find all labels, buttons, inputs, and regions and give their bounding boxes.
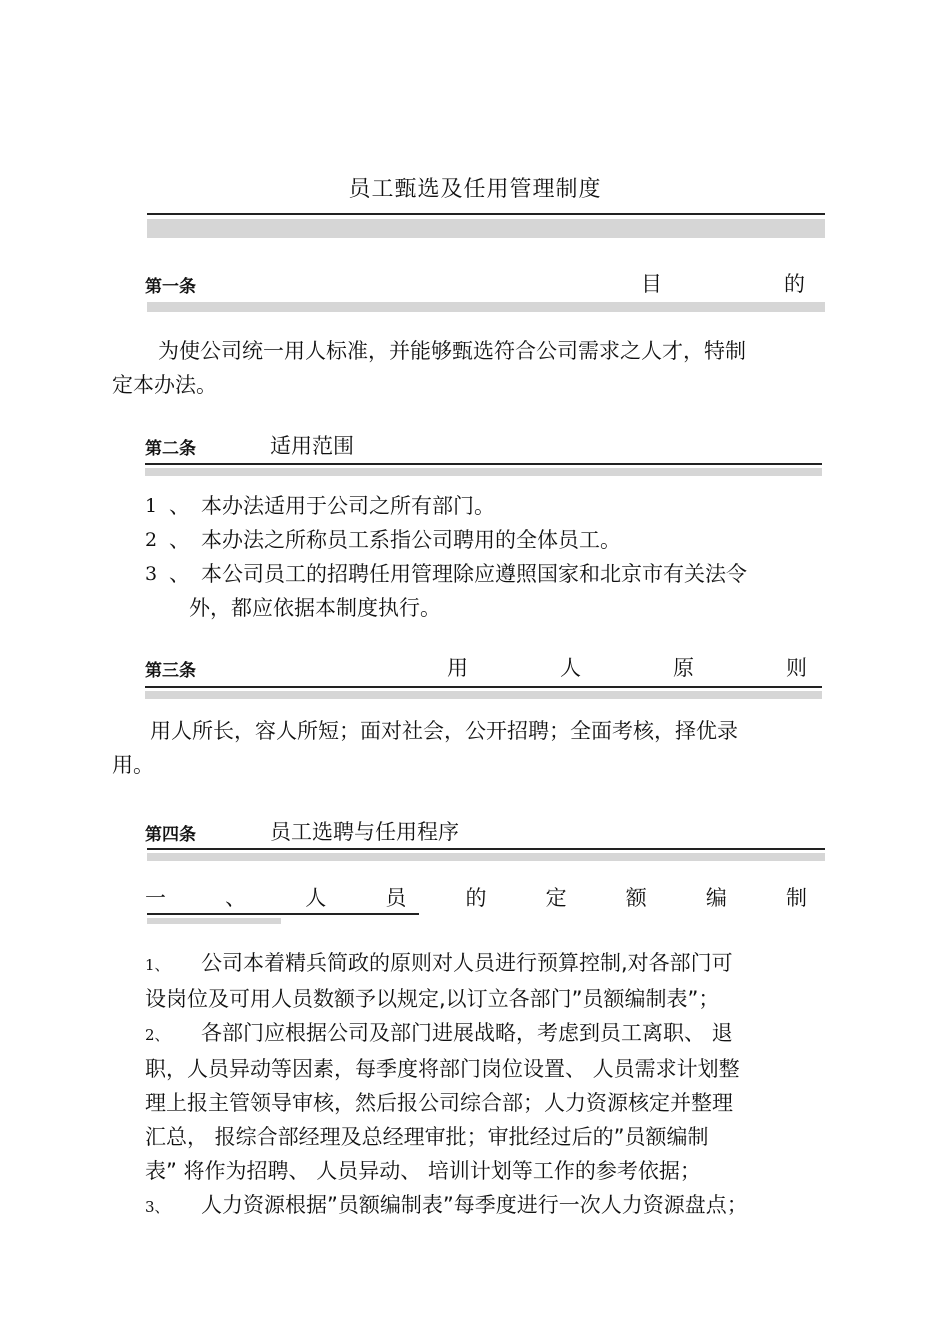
article-3-heading-char-3: 原 bbox=[673, 656, 694, 680]
document-title: 员工甄选及任用管理制度 bbox=[348, 177, 602, 202]
section-heading-char-2: 、 bbox=[225, 886, 247, 910]
article-2-band bbox=[145, 468, 822, 476]
article-4-heading: 员工选聘与任用程序 bbox=[270, 820, 459, 844]
list-item bbox=[145, 946, 825, 982]
item-text: 公司本着精兵简政的原则对人员进行预算控制,对各部门可 bbox=[201, 951, 733, 975]
article-2-list bbox=[145, 489, 825, 625]
item-number: 3、 bbox=[145, 1198, 170, 1216]
section-heading-char-5: 的 bbox=[465, 886, 487, 910]
item-text: 本办法适用于公司之所有部门。 bbox=[201, 494, 495, 518]
item-continuation: 外，都应依据本制度执行。 bbox=[189, 596, 441, 620]
item-continuation: 设岗位及可用人员数额予以规定,以订立各部门”员额编制表”； bbox=[145, 987, 720, 1011]
item-continuation: 汇总， 报综合部经理及总经理审批；审批经过后的”员额编制 bbox=[145, 1125, 709, 1149]
list-item bbox=[145, 1016, 825, 1052]
article-4-rule bbox=[147, 848, 825, 850]
article-4-band bbox=[147, 853, 825, 861]
title-band bbox=[147, 219, 825, 238]
item-text: 本公司员工的招聘任用管理除应遵照国家和北京市有关法令 bbox=[201, 562, 747, 586]
article-3-band bbox=[145, 691, 822, 699]
section-heading-char-7: 额 bbox=[625, 886, 647, 910]
article-4-list bbox=[145, 946, 825, 1224]
item-continuation: 职，人员异动等因素，每季度将部门岗位设置、 人员需求计划整 bbox=[145, 1057, 740, 1081]
article-1-body-line-2: 定本办法。 bbox=[112, 373, 217, 397]
article-3-body-line-2: 用。 bbox=[112, 753, 154, 777]
list-item bbox=[145, 1188, 825, 1224]
section-heading-rule bbox=[147, 913, 419, 915]
title-rule bbox=[147, 213, 825, 215]
list-item bbox=[145, 489, 825, 523]
item-number: 3 bbox=[145, 563, 158, 585]
item-number: 2 bbox=[145, 529, 158, 551]
section-heading-char-4: 员 bbox=[385, 886, 407, 910]
article-2-heading: 适用范围 bbox=[270, 434, 354, 458]
article-3-heading-char-1: 用 bbox=[447, 656, 468, 680]
article-3-heading bbox=[447, 652, 807, 682]
item-separator: 、 bbox=[169, 494, 190, 518]
article-3-body bbox=[112, 714, 822, 782]
item-continuation: 理上报主管领导审核，然后报公司综合部；人力资源核定并整理 bbox=[145, 1091, 733, 1115]
article-1-band bbox=[147, 302, 825, 312]
section-heading-char-8: 编 bbox=[705, 886, 727, 910]
article-1-body-line-1: 为使公司统一用人标准，并能够甄选符合公司需求之人才，特制 bbox=[158, 339, 746, 363]
item-number: 2、 bbox=[145, 1026, 170, 1044]
item-text: 人力资源根据”员额编制表”每季度进行一次人力资源盘点； bbox=[201, 1193, 748, 1217]
article-1-label: 第一条 bbox=[145, 277, 196, 297]
article-4-label: 第四条 bbox=[145, 825, 196, 845]
item-text: 各部门应根据公司及部门进展战略，考虑到员工离职、 退 bbox=[201, 1021, 733, 1045]
article-3-label: 第三条 bbox=[145, 661, 196, 681]
section-heading-band bbox=[147, 918, 281, 924]
section-heading bbox=[145, 882, 807, 912]
list-item bbox=[145, 557, 825, 591]
article-3-body-line-1: 用人所长，容人所短；面对社会，公开招聘；全面考核，择优录 bbox=[150, 719, 738, 743]
item-separator: 、 bbox=[169, 562, 190, 586]
article-2-rule bbox=[145, 463, 822, 465]
article-3-rule bbox=[145, 686, 822, 688]
section-heading-char-3: 人 bbox=[305, 886, 327, 910]
article-2-label: 第二条 bbox=[145, 439, 196, 459]
list-item bbox=[145, 523, 825, 557]
item-text: 本办法之所称员工系指公司聘用的全体员工。 bbox=[201, 528, 621, 552]
section-heading-char-6: 定 bbox=[545, 886, 567, 910]
item-continuation: 表” 将作为招聘、 人员异动、 培训计划等工作的参考依据； bbox=[145, 1159, 701, 1183]
item-number: 1、 bbox=[145, 956, 170, 974]
item-number: 1 bbox=[145, 495, 158, 517]
article-3-heading-char-2: 人 bbox=[560, 656, 581, 680]
item-separator: 、 bbox=[169, 528, 190, 552]
article-1-body bbox=[112, 334, 822, 402]
section-heading-char-1: 一 bbox=[145, 886, 166, 910]
section-heading-char-9: 制 bbox=[786, 886, 807, 910]
article-1-heading-char-1: 目 bbox=[641, 272, 662, 296]
article-3-heading-char-4: 则 bbox=[786, 656, 807, 680]
article-1-heading-char-2: 的 bbox=[784, 272, 805, 296]
